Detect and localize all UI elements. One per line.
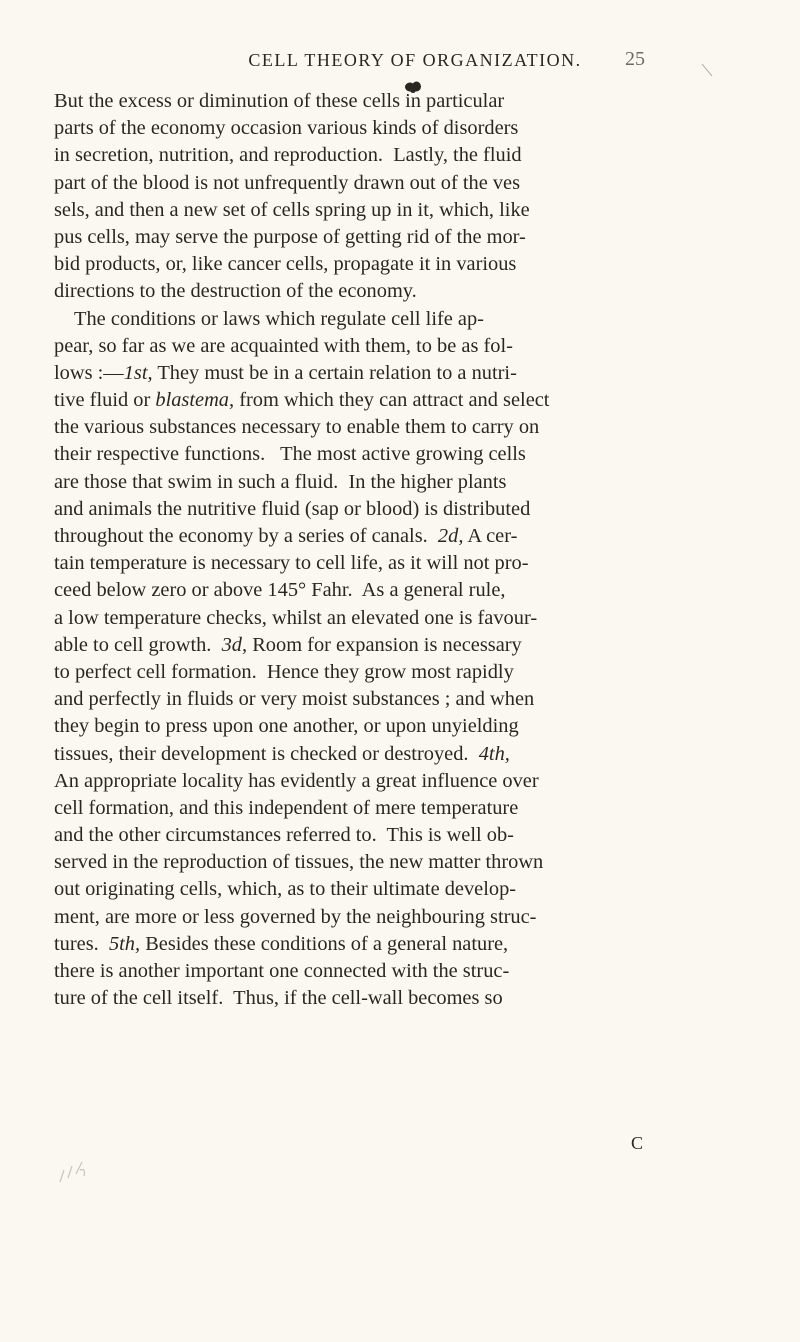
text-segment: A cer- [463,525,518,547]
text-line [54,741,714,768]
text-segment: and the other circumstances referred to. This is well ob- [54,824,514,847]
text-line [54,958,714,985]
text-segment: served in the reproduction of tissues, the new matter thrown [54,851,544,874]
text-line [54,469,714,496]
text-segment: Room for expansion is necessary [247,633,522,656]
text-line [54,795,714,822]
text-line [54,251,714,278]
text-segment: to perfect cell formation. Hence they grow most rapidly [54,660,514,683]
text-segment: are those that swim in such a fluid. In the higher plants [54,470,507,493]
text-line [54,414,714,441]
text-line [54,197,714,224]
text-segment: lows :— [54,361,124,384]
italic-text: 3d, [221,633,248,656]
text-line [54,904,714,931]
text-line [54,142,714,169]
text-segment: cell formation, and this independent of mere temperature [54,796,519,819]
italic-text: 1st, [123,361,153,384]
text-line [54,577,714,604]
text-segment: able to cell growth. [54,633,222,656]
text-segment: they begin to press upon one another, or upon unyielding [54,715,519,738]
text-line [54,985,714,1012]
text-line [54,686,714,713]
text-segment: out originating cells, which, as to their ultimate develop- [54,878,517,901]
italic-text: 2d, [437,525,464,547]
text-segment: parts of the economy occasion various kinds of disorders [54,117,519,140]
text-line [54,88,714,115]
text-segment: Besides these conditions of a general nature, [140,932,509,955]
text-segment: ment, are more or less governed by the neighbouring struc- [54,905,537,928]
text-line [54,931,714,958]
italic-text: 5th, [108,932,141,955]
text-segment: there is another important one connected with the struc- [54,960,510,982]
text-segment: tive fluid or [54,389,156,412]
text-line [54,768,714,795]
text-line [54,360,714,387]
text-line [54,605,714,632]
text-line [54,876,714,903]
italic-text: 4th, [478,742,510,765]
italic-text: blastema, [155,389,235,412]
text-line [54,278,714,305]
text-segment: the various substances necessary to enable them to carry on [54,416,540,439]
running-header: CELL THEORY OF ORGANIZATION. [248,50,582,70]
text-line [54,822,714,849]
text-line [54,387,714,414]
text-segment: and animals the nutritive fluid (sap or blood) is distributed [54,497,531,520]
text-line [54,224,714,251]
text-segment: a low temperature checks, whilst an elevated one is favour- [54,606,538,629]
text-segment: But the excess or diminution of these cells in particular [54,90,505,112]
text-segment: in secretion, nutrition, and reproduction. Lastly, the fluid [54,144,522,167]
text-segment: throughout the economy by a series of canals. [54,525,438,547]
text-segment: tures. [54,932,109,955]
text-segment: pus cells, may serve the purpose of getting rid of the mor- [54,225,526,248]
margin-mark-icon [700,62,714,78]
text-line [54,849,714,876]
text-segment: tain temperature is necessary to cell life, as it will not pro- [54,552,529,575]
text-segment: ture of the cell itself. Thus, if the cell-wall becomes so [54,987,503,1010]
text-line [54,333,714,360]
text-segment: bid products, or, like cancer cells, propagate it in various [54,253,517,276]
text-line [54,523,714,550]
text-segment: part of the blood is not unfrequently drawn out of the ves [54,171,521,194]
text-segment: pear, so far as we are acquainted with them, to be as fol- [54,334,513,357]
text-line [54,713,714,740]
text-segment: directions to the destruction of the economy. [54,280,417,303]
text-line [54,632,714,659]
text-line [54,496,714,523]
text-line [54,550,714,577]
text-segment: and perfectly in fluids or very moist substances ; and when [54,688,535,711]
pencil-scribble-icon [56,1148,96,1188]
text-segment: The conditions or laws which regulate cell life ap- [54,307,484,330]
text-line [54,306,714,333]
page-number: 25 [625,48,645,70]
text-segment: An appropriate locality has evidently a great influence over [54,769,539,792]
text-segment: They must be in a certain relation to a nutri- [152,361,517,384]
body-text [54,88,714,1012]
text-line [54,115,714,142]
text-line [54,170,714,197]
text-segment: sels, and then a new set of cells spring up in it, which, like [54,198,530,221]
text-line [54,441,714,468]
text-segment: tissues, their development is checked or destroyed. [54,742,479,765]
text-segment: ceed below zero or above 145° Fahr. As a general rule, [54,579,506,602]
text-segment: their respective functions. The most active growing cells [54,443,526,466]
text-line [54,659,714,686]
text-segment: from which they can attract and select [234,389,550,412]
signature-mark: C [631,1133,644,1153]
